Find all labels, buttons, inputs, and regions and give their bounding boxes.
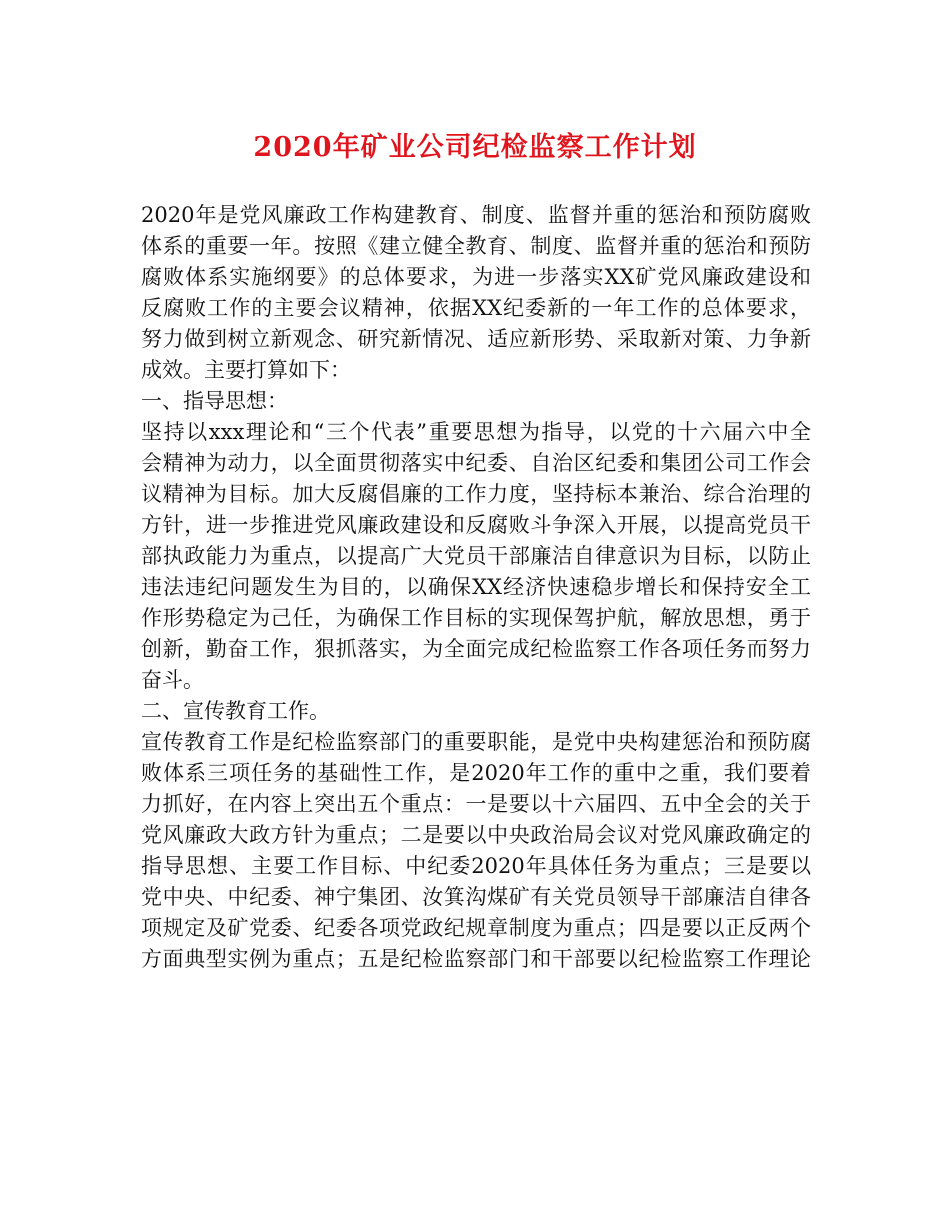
text-line: 党中央、中纪委、神宁集团、汝箕沟煤矿有关党员领导干部廉洁自律各 [141, 885, 811, 909]
text-line: 败体系三项任务的基础性工作，是2020年工作的重中之重，我们要着 [141, 761, 811, 785]
text-line: 方面典型实例为重点；五是纪检监察部门和干部要以纪检监察工作理论 [141, 947, 811, 971]
text-line: 体系的重要一年。按照《建立健全教育、制度、监督并重的惩治和预防 [141, 234, 811, 258]
text-line: 奋斗。 [141, 668, 204, 692]
text-line: 努力做到树立新观念、研究新情况、适应新形势、采取新对策、力争新 [141, 327, 811, 351]
document-title: 2020年矿业公司纪检监察工作计划 [253, 132, 697, 163]
text-line: 会精神为动力，以全面贯彻落实中纪委、自治区纪委和集团公司工作会 [141, 451, 811, 475]
text-line: 成效。主要打算如下： [141, 358, 351, 382]
text-line: 2020年是党风廉政工作构建教育、制度、监督并重的惩治和预防腐败 [141, 203, 811, 227]
text-line: 方针，进一步推进党风廉政建设和反腐败斗争深入开展，以提高党员干 [141, 513, 811, 537]
text-line: 党风廉政大政方针为重点；二是要以中央政治局会议对党风廉政确定的 [141, 823, 811, 847]
text-line: 指导思想、主要工作目标、中纪委2020年具体任务为重点；三是要以 [141, 854, 811, 878]
text-line: 宣传教育工作是纪检监察部门的重要职能，是党中央构建惩治和预防腐 [141, 730, 811, 754]
text-line: 反腐败工作的主要会议精神，依据XX纪委新的一年工作的总体要求， [141, 296, 811, 320]
text-line: 创新，勤奋工作，狠抓落实，为全面完成纪检监察工作各项任务而努力 [141, 637, 811, 661]
text-line: 坚持以xxx理论和“三个代表”重要思想为指导，以党的十六届六中全 [141, 420, 811, 444]
text-line: 作形势稳定为己任，为确保工作目标的实现保驾护航，解放思想，勇于 [141, 606, 811, 630]
text-line: 部执政能力为重点，以提高广大党员干部廉洁自律意识为目标，以防止 [141, 544, 811, 568]
document-body [141, 200, 811, 975]
text-line: 力抓好，在内容上突出五个重点：一是要以十六届四、五中全会的关于 [141, 792, 811, 816]
text-line: 腐败体系实施纲要》的总体要求，为进一步落实XX矿党风廉政建设和 [141, 265, 811, 289]
section-heading: 一、指导思想： [141, 389, 288, 413]
text-line: 违法违纪问题发生为目的，以确保XX经济快速稳步增长和保持安全工 [141, 575, 811, 599]
section-heading: 二、宣传教育工作。 [141, 699, 330, 723]
text-line: 项规定及矿党委、纪委各项党政纪规章制度为重点；四是要以正反两个 [141, 916, 811, 940]
text-line: 议精神为目标。加大反腐倡廉的工作力度，坚持标本兼治、综合治理的 [141, 482, 811, 506]
